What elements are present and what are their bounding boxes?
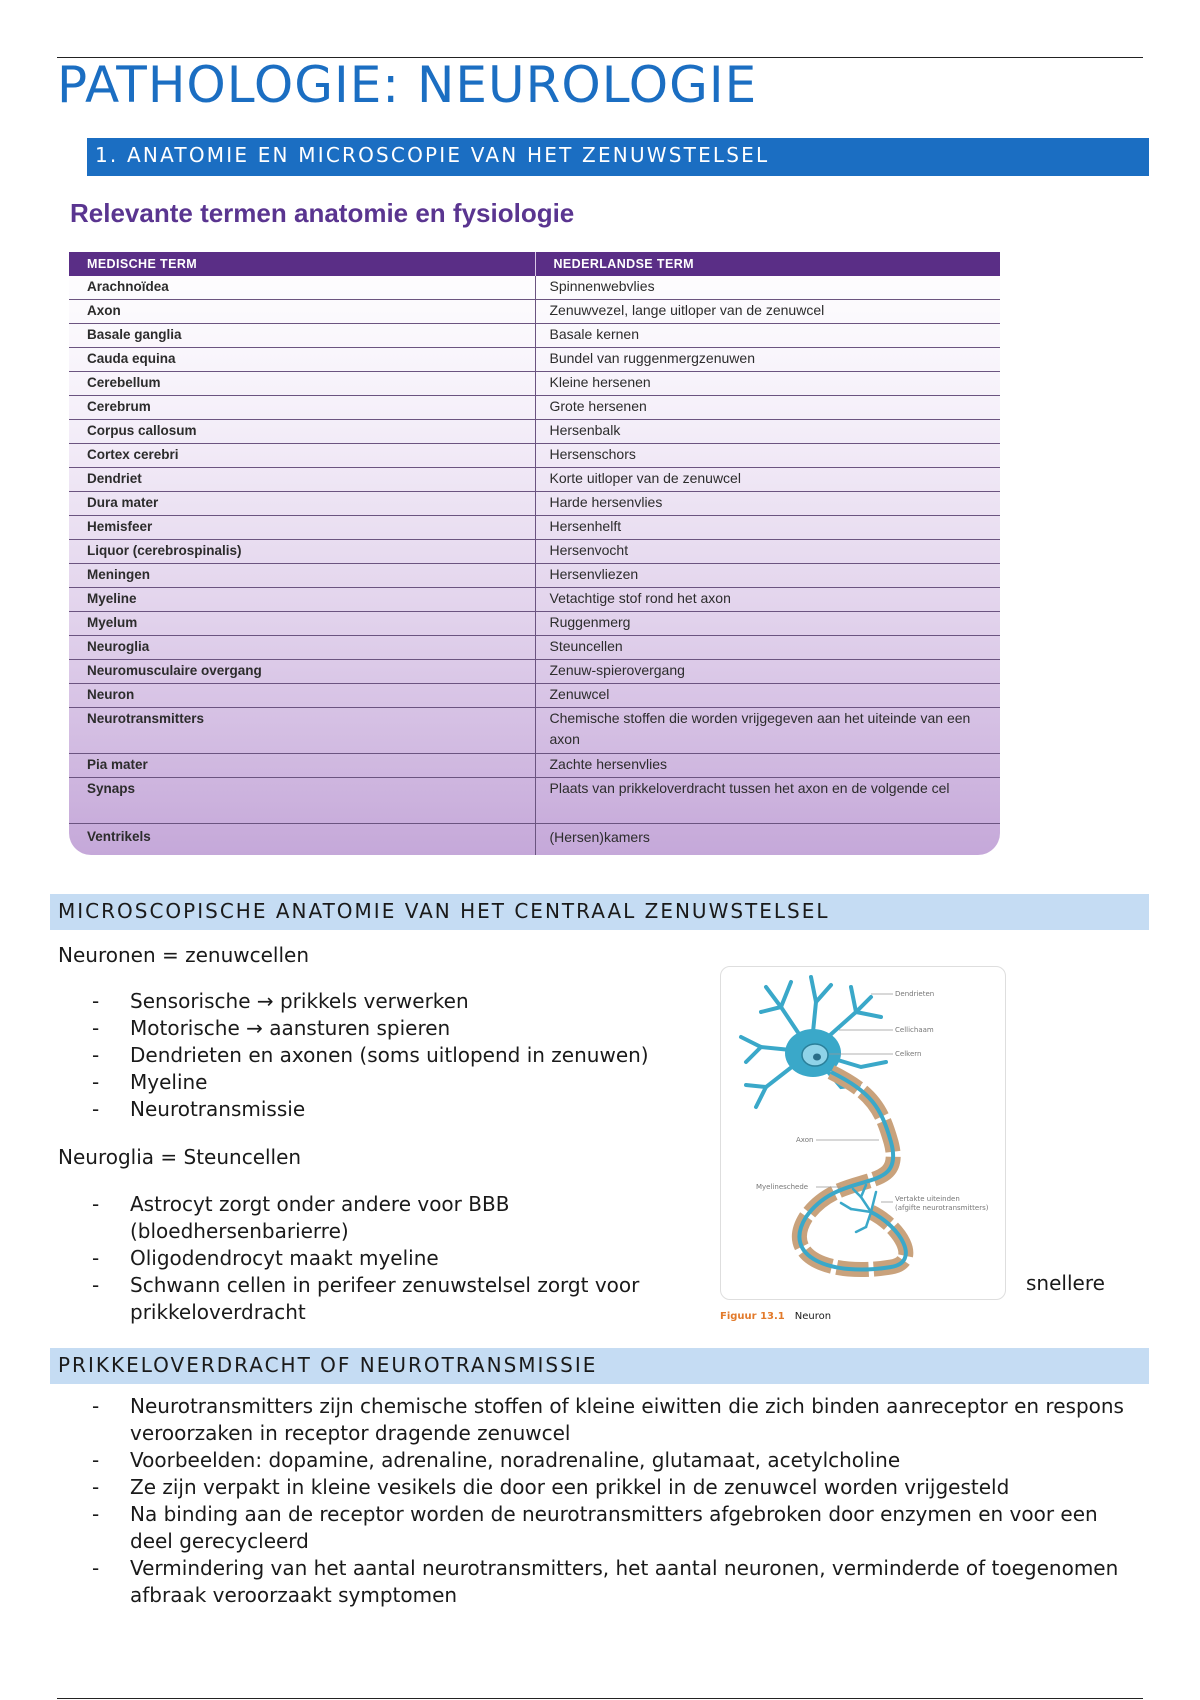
wrapped-word-snellere: snellere bbox=[1026, 1271, 1105, 1295]
list-item: - Astrocyt zorgt onder andere voor BBB (bloedhersenbarierre) bbox=[92, 1191, 570, 1245]
table-row bbox=[69, 564, 1000, 588]
figure-number: Figuur 13.1 bbox=[720, 1311, 785, 1322]
list-item: - Voorbeelden: dopamine, adrenaline, noradrenaline, glutamaat, acetylcholine bbox=[92, 1447, 1142, 1474]
table-row bbox=[69, 636, 1000, 660]
table-row bbox=[69, 468, 1000, 492]
list-item: - Motorische → aansturen spieren bbox=[92, 1015, 692, 1042]
table-row bbox=[69, 540, 1000, 564]
dutch-term: Zenuw-spierovergang bbox=[535, 660, 1000, 684]
terms-table-panel bbox=[69, 252, 1000, 855]
bottom-rule bbox=[57, 1698, 1143, 1699]
medical-term: Basale ganglia bbox=[69, 324, 535, 348]
medical-term: Neurotransmitters bbox=[69, 708, 535, 754]
label-myelin: Myelineschede bbox=[756, 1183, 809, 1191]
neuron-figure-caption bbox=[720, 1311, 831, 1322]
table-row bbox=[69, 372, 1000, 396]
medical-term: Myelum bbox=[69, 612, 535, 636]
dutch-term: Kleine hersenen bbox=[535, 372, 1000, 396]
medical-term: Dura mater bbox=[69, 492, 535, 516]
dutch-term: Basale kernen bbox=[535, 324, 1000, 348]
section-heading-neurotransmission: PRIKKELOVERDRACHT OF NEUROTRANSMISSIE bbox=[50, 1348, 1149, 1384]
medical-term: Neuron bbox=[69, 684, 535, 708]
medical-term: Arachnoïdea bbox=[69, 276, 535, 300]
terms-table bbox=[69, 252, 1000, 855]
medical-term: Hemisfeer bbox=[69, 516, 535, 540]
dutch-term: Zachte hersenvlies bbox=[535, 754, 1000, 778]
column-header-dutch: NEDERLANDSE TERM bbox=[535, 252, 1000, 276]
table-row bbox=[69, 300, 1000, 324]
table-row bbox=[69, 778, 1000, 824]
label-nucleus: Celkern bbox=[895, 1050, 922, 1058]
dutch-term: Ruggenmerg bbox=[535, 612, 1000, 636]
dutch-term: Steuncellen bbox=[535, 636, 1000, 660]
table-row bbox=[69, 492, 1000, 516]
neuroglia-list bbox=[92, 1191, 672, 1326]
label-dendrites: Dendrieten bbox=[895, 990, 935, 998]
medical-term: Dendriet bbox=[69, 468, 535, 492]
medical-term: Cerebrum bbox=[69, 396, 535, 420]
neuron-figure bbox=[720, 966, 1006, 1300]
table-row bbox=[69, 324, 1000, 348]
list-item: - Schwann cellen in perifeer zenuwstelsel zorgt voor prikkeloverdracht bbox=[92, 1272, 670, 1326]
label-axon: Axon bbox=[796, 1136, 814, 1144]
dutch-term: Spinnenwebvlies bbox=[535, 276, 1000, 300]
medical-term: Myeline bbox=[69, 588, 535, 612]
dutch-term: Hersenschors bbox=[535, 444, 1000, 468]
dutch-term: Zenuwvezel, lange uitloper van de zenuwcel bbox=[535, 300, 1000, 324]
list-item: - Oligodendrocyt maakt myeline bbox=[92, 1245, 672, 1272]
list-item: - Ze zijn verpakt in kleine vesikels die door een prikkel in de zenuwcel worden vrijgesteld bbox=[92, 1474, 1142, 1501]
table-row bbox=[69, 708, 1000, 754]
axon bbox=[799, 1072, 905, 1270]
terms-figure-heading: Relevante termen anatomie en fysiologie bbox=[70, 198, 575, 228]
neuron-illustration bbox=[721, 967, 1005, 1299]
dutch-term: Zenuwcel bbox=[535, 684, 1000, 708]
dutch-term: Chemische stoffen die worden vrijgegeven aan het uiteinde van een axon bbox=[535, 708, 1000, 754]
dutch-term: Vetachtige stof rond het axon bbox=[535, 588, 1000, 612]
table-row bbox=[69, 754, 1000, 778]
table-row bbox=[69, 396, 1000, 420]
list-item: - Vermindering van het aantal neurotransmitters, het aantal neuronen, verminderde of toegenomen afbraak veroorzaakt symptomen bbox=[92, 1555, 1142, 1609]
medical-term: Neuromusculaire overgang bbox=[69, 660, 535, 684]
table-row bbox=[69, 444, 1000, 468]
list-item: - Na binding aan de receptor worden de neurotransmitters afgebroken door enzymen en voor een deel gerecycleerd bbox=[92, 1501, 1142, 1555]
list-item: - Neurotransmitters zijn chemische stoffen of kleine eiwitten die zich binden aanreceptor en respons veroorzaken in receptor dragende zenuwcel bbox=[92, 1393, 1142, 1447]
list-item: - Neurotransmissie bbox=[92, 1096, 692, 1123]
dutch-term: Harde hersenvlies bbox=[535, 492, 1000, 516]
medical-term: Corpus callosum bbox=[69, 420, 535, 444]
dutch-term: Plaats van prikkeloverdracht tussen het axon en de volgende cel bbox=[535, 778, 1000, 824]
dutch-term: Grote hersenen bbox=[535, 396, 1000, 420]
dutch-term: Hersenvocht bbox=[535, 540, 1000, 564]
medical-term: Synaps bbox=[69, 778, 535, 824]
dutch-term: Hersenvliezen bbox=[535, 564, 1000, 588]
column-header-medical: MEDISCHE TERM bbox=[69, 252, 535, 276]
neurons-list bbox=[92, 988, 692, 1123]
section-heading-anatomy: 1. ANATOMIE EN MICROSCOPIE VAN HET ZENUWSTELSEL bbox=[87, 138, 1149, 176]
medical-term: Neuroglia bbox=[69, 636, 535, 660]
dutch-term: Bundel van ruggenmergzenuwen bbox=[535, 348, 1000, 372]
medical-term: Liquor (cerebrospinalis) bbox=[69, 540, 535, 564]
dutch-term: Korte uitloper van de zenuwcel bbox=[535, 468, 1000, 492]
label-cell-body: Cellichaam bbox=[895, 1026, 934, 1034]
table-row bbox=[69, 824, 1000, 856]
list-item: - Sensorische → prikkels verwerken bbox=[92, 988, 692, 1015]
table-row bbox=[69, 612, 1000, 636]
neurons-definition: Neuronen = zenuwcellen bbox=[58, 943, 309, 967]
dutch-term: (Hersen)kamers bbox=[535, 824, 1000, 856]
neurotransmission-list bbox=[92, 1393, 1142, 1609]
medical-term: Cortex cerebri bbox=[69, 444, 535, 468]
terms-header-row bbox=[69, 252, 1000, 276]
medical-term: Axon bbox=[69, 300, 535, 324]
dutch-term: Hersenbalk bbox=[535, 420, 1000, 444]
table-row bbox=[69, 276, 1000, 300]
table-row bbox=[69, 348, 1000, 372]
table-row bbox=[69, 660, 1000, 684]
document-title: PATHOLOGIE: NEUROLOGIE bbox=[57, 56, 758, 114]
list-item: - Dendrieten en axonen (soms uitlopend in zenuwen) bbox=[92, 1042, 692, 1069]
table-row bbox=[69, 516, 1000, 540]
label-branched-ends: Vertakte uiteinden bbox=[895, 1195, 960, 1203]
medical-term: Pia mater bbox=[69, 754, 535, 778]
medical-term: Cerebellum bbox=[69, 372, 535, 396]
medical-term: Ventrikels bbox=[87, 829, 151, 844]
table-row bbox=[69, 420, 1000, 444]
medical-term: Meningen bbox=[69, 564, 535, 588]
table-row bbox=[69, 684, 1000, 708]
medical-term: Cauda equina bbox=[69, 348, 535, 372]
figure-caption-text: Neuron bbox=[794, 1311, 832, 1322]
label-branched-ends-note: (afgifte neurotransmitters) bbox=[895, 1204, 989, 1212]
list-item: - Myeline bbox=[92, 1069, 692, 1096]
table-row bbox=[69, 588, 1000, 612]
dutch-term: Hersenhelft bbox=[535, 516, 1000, 540]
section-heading-microscopy: MICROSCOPISCHE ANATOMIE VAN HET CENTRAAL ZENUWSTELSEL bbox=[50, 894, 1149, 930]
neuroglia-definition: Neuroglia = Steuncellen bbox=[58, 1145, 302, 1169]
